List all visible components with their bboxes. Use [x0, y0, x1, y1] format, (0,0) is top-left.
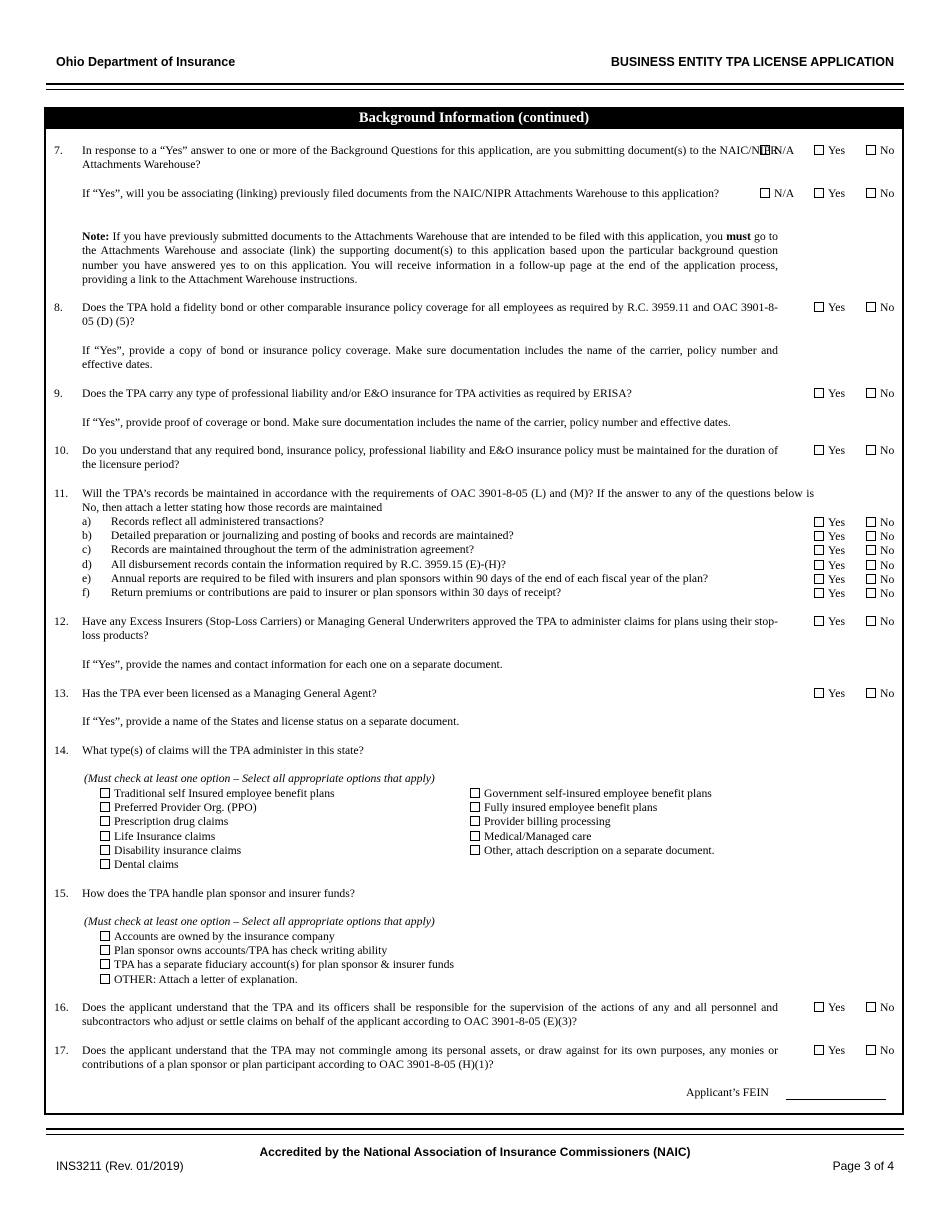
form-number: INS3211 (Rev. 01/2019)	[56, 1159, 184, 1173]
header-rule	[46, 83, 904, 90]
claim-type-other-checkbox[interactable]: Other, attach description on a separate document.	[470, 844, 715, 858]
q7-link-yes-checkbox[interactable]: Yes	[814, 187, 845, 201]
q11d-yes-checkbox[interactable]: Yes	[814, 559, 845, 573]
q7-na-checkbox[interactable]: N/A	[760, 144, 794, 158]
q12-no-checkbox[interactable]: No	[866, 615, 894, 629]
funds-other-checkbox[interactable]: OTHER: Attach a letter of explanation.	[100, 973, 454, 987]
q11e-yes-checkbox[interactable]: Yes	[814, 573, 845, 587]
q13-no-checkbox[interactable]: No	[866, 687, 894, 701]
question-14-instruction: (Must check at least one option – Select all appropriate options that apply)	[84, 772, 435, 785]
q11f-no-checkbox[interactable]: No	[866, 587, 894, 601]
q8-no-checkbox[interactable]: No	[866, 301, 894, 315]
funds-insurance-company-checkbox[interactable]: Accounts are owned by the insurance company	[100, 930, 454, 944]
fein-input[interactable]	[786, 1099, 886, 1100]
q11-no-column	[866, 516, 894, 601]
q9-no-checkbox[interactable]: No	[866, 387, 894, 401]
question-7-text: In response to a “Yes” answer to one or more of the Background Questions for this application, are you submitting document(s) to the NAIC/NIPR Attachments Warehouse?	[82, 144, 778, 172]
q11d-no-checkbox[interactable]: No	[866, 559, 894, 573]
q11c-no-checkbox[interactable]: No	[866, 544, 894, 558]
q17-yes-checkbox[interactable]: Yes	[814, 1044, 845, 1058]
claim-type-government-checkbox[interactable]: Government self-insured employee benefit plans	[470, 787, 715, 801]
claim-type-prescription-checkbox[interactable]: Prescription drug claims	[100, 815, 335, 829]
background-section: Background Information (continued) 7. In response to a “Yes” answer to one or more of the Background Questions for this application, are you submitting document(s) to the NAIC/NIPR Attachments Warehouse? N/A Yes No If “Yes”, will you be associating (linking) previously filed documents from the NAIC/NIPR Attachments Warehouse to this application? N/A Yes No Note: If you have previously submitted documents to the Attachments Warehouse that are intended to be filed with this application, you must go to the Attachments Warehouse and associate (link) the supporting document(s) to this application based upon the particular background question number you have answered yes to on this application. You will receive information in a follow-up page at the end of the application process, providing a link to the Attachment Warehouse instructions. 8. Does the TPA hold a fidelity bond or other comparable insurance policy coverage for all employees as required by R.C. 3959.11 and OAC 3901-8-05 (D) (5)? Yes No If “Yes”, provide a copy of bond or insurance policy coverage. Make sure documentation includes the name of the carrier, policy number and effective dates. 9. Does the TPA carry any type of professional liability and/or E&O insurance for TPA activities as required by ERISA? Yes No If “Yes”, provide proof of coverage or bond. Make sure documentation includes the name of the carrier, policy number and effective dates. 10. Do you understand that any required bond, insurance policy, professional liability and E&O insurance policy must be maintained for the duration of the licensure period? Yes No 11. Will the TPA’s records be maintained in accordance with the requirements of OAC 3901-8-05 (L) and (M)? If the answer to any of the questions below is No, then attach a letter stating how those records are maintained a) Records reflect all administered transactions? b) Detailed preparation or journalizing and posting of books and records are maintained? c) Records are maintained throughout the term of the administration agreement? d) All disbursement records contain the information required by R.C. 3959.15 (E)-(H)? e) Annual reports are required to be filed with insurers and plan sponsors within 90 days of the end of each fiscal year of the plan? f) Return premiums or contributions are paid to insurer or plan sponsors within 30 days of receipt? Yes Yes Yes Yes Yes Yes No No No No No No 12. Have any Excess Insurers (Stop-Loss Carriers) or Managing General Underwriters approved the TPA to administer claims for plans using their stop-loss products? Yes No If “Yes”, provide the names and contact information for each one on a separate document. 13. Has the TPA ever been licensed as a Managing General Agent? Yes No If “Yes”, provide a name of the States and license status on a separate document. 14. What type(s) of claims will the TPA administer in this state? (Must check at least one option – Select all appropriate options that apply) Traditional self Insured employee benefit plans Preferred Provider Org. (PPO) Prescription drug claims Life Insurance claims Disability insurance claims Dental claims Government self-insured employee benefit plans Fully insured employee benefit plans Provider billing processing Medical/Managed care Other, attach description on a separate document. 15. How does the TPA handle plan sponsor and insurer funds? (Must check at least one option – Select all appropriate options that apply) Accounts are owned by the insurance company Plan sponsor owns accounts/TPA has check writing ability TPA has a separate fiduciary account(s) for plan sponsor & insurer funds OTHER: Attach a letter of explanation. 16. Does the applicant understand that the TPA and its officers shall be responsible for the supervision of the actions of any and all personnel and subcontractors who adjust or settle claims on behalf of the applicant according to OAC 3901-8-05 (E)(3)? Yes No 17. Does the applicant understand that the TPA may not commingle among its personal assets, or draw against for its own purposes, any monies or contributions of a plan sponsor or plan participant according to OAC 3901-8-05 (H)(1)? Yes No Applicant’s FEIN	[44, 107, 904, 1115]
fein-label: Applicant’s FEIN	[686, 1086, 769, 1099]
page-number: Page 3 of 4	[832, 1159, 894, 1173]
footer-rule	[46, 1128, 904, 1135]
q11f-yes-checkbox[interactable]: Yes	[814, 587, 845, 601]
q13-yes-checkbox[interactable]: Yes	[814, 687, 845, 701]
question-15-instruction: (Must check at least one option – Select all appropriate options that apply)	[84, 915, 435, 928]
claim-type-disability-checkbox[interactable]: Disability insurance claims	[100, 844, 335, 858]
claim-type-traditional-checkbox[interactable]: Traditional self Insured employee benefit plans	[100, 787, 335, 801]
q16-no-checkbox[interactable]: No	[866, 1001, 894, 1015]
q7-link-na-checkbox[interactable]: N/A	[760, 187, 794, 201]
form-title: BUSINESS ENTITY TPA LICENSE APPLICATION	[610, 55, 894, 69]
q8-yes-checkbox[interactable]: Yes	[814, 301, 845, 315]
q11-yes-column	[814, 516, 845, 601]
q11c-yes-checkbox[interactable]: Yes	[814, 544, 845, 558]
q11b-yes-checkbox[interactable]: Yes	[814, 530, 845, 544]
claim-type-provider-billing-checkbox[interactable]: Provider billing processing	[470, 815, 715, 829]
agency-name: Ohio Department of Insurance	[56, 55, 236, 69]
q7-no-checkbox[interactable]: No	[866, 144, 894, 158]
q7-yes-checkbox[interactable]: Yes	[814, 144, 845, 158]
funds-fiduciary-checkbox[interactable]: TPA has a separate fiduciary account(s) for plan sponsor & insurer funds	[100, 958, 454, 972]
q11a-no-checkbox[interactable]: No	[866, 516, 894, 530]
q11a-yes-checkbox[interactable]: Yes	[814, 516, 845, 530]
q15-options	[100, 930, 454, 987]
claim-type-dental-checkbox[interactable]: Dental claims	[100, 858, 335, 872]
q7-link-no-checkbox[interactable]: No	[866, 187, 894, 201]
section-title: Background Information (continued)	[44, 107, 904, 129]
q16-yes-checkbox[interactable]: Yes	[814, 1001, 845, 1015]
claim-type-ppo-checkbox[interactable]: Preferred Provider Org. (PPO)	[100, 801, 335, 815]
q17-no-checkbox[interactable]: No	[866, 1044, 894, 1058]
q11e-no-checkbox[interactable]: No	[866, 573, 894, 587]
claim-type-medical-checkbox[interactable]: Medical/Managed care	[470, 830, 715, 844]
claim-type-life-checkbox[interactable]: Life Insurance claims	[100, 830, 335, 844]
claim-type-fully-insured-checkbox[interactable]: Fully insured employee benefit plans	[470, 801, 715, 815]
q10-yes-checkbox[interactable]: Yes	[814, 444, 845, 458]
q12-yes-checkbox[interactable]: Yes	[814, 615, 845, 629]
funds-plan-sponsor-checkbox[interactable]: Plan sponsor owns accounts/TPA has check writing ability	[100, 944, 454, 958]
q14-right-options	[470, 787, 715, 858]
accreditation-note: Accredited by the National Association of Insurance Commissioners (NAIC)	[259, 1145, 691, 1159]
q11b-no-checkbox[interactable]: No	[866, 530, 894, 544]
q10-no-checkbox[interactable]: No	[866, 444, 894, 458]
q9-yes-checkbox[interactable]: Yes	[814, 387, 845, 401]
q14-left-options	[100, 787, 335, 872]
question-11-items: a) Records reflect all administered transactions? b) Detailed preparation or journalizing and posting of books and records are maintained? c) Records are maintained throughout the term of the administration agreement? d) All disbursement records contain the information required by R.C. 3959.15 (E)-(H)? e) Annual reports are required to be filed with insurers and plan sponsors within 90 days of the end of each fiscal year of the plan? f) Return premiums or contributions are paid to insurer or plan sponsors within 30 days of receipt?	[82, 515, 709, 599]
